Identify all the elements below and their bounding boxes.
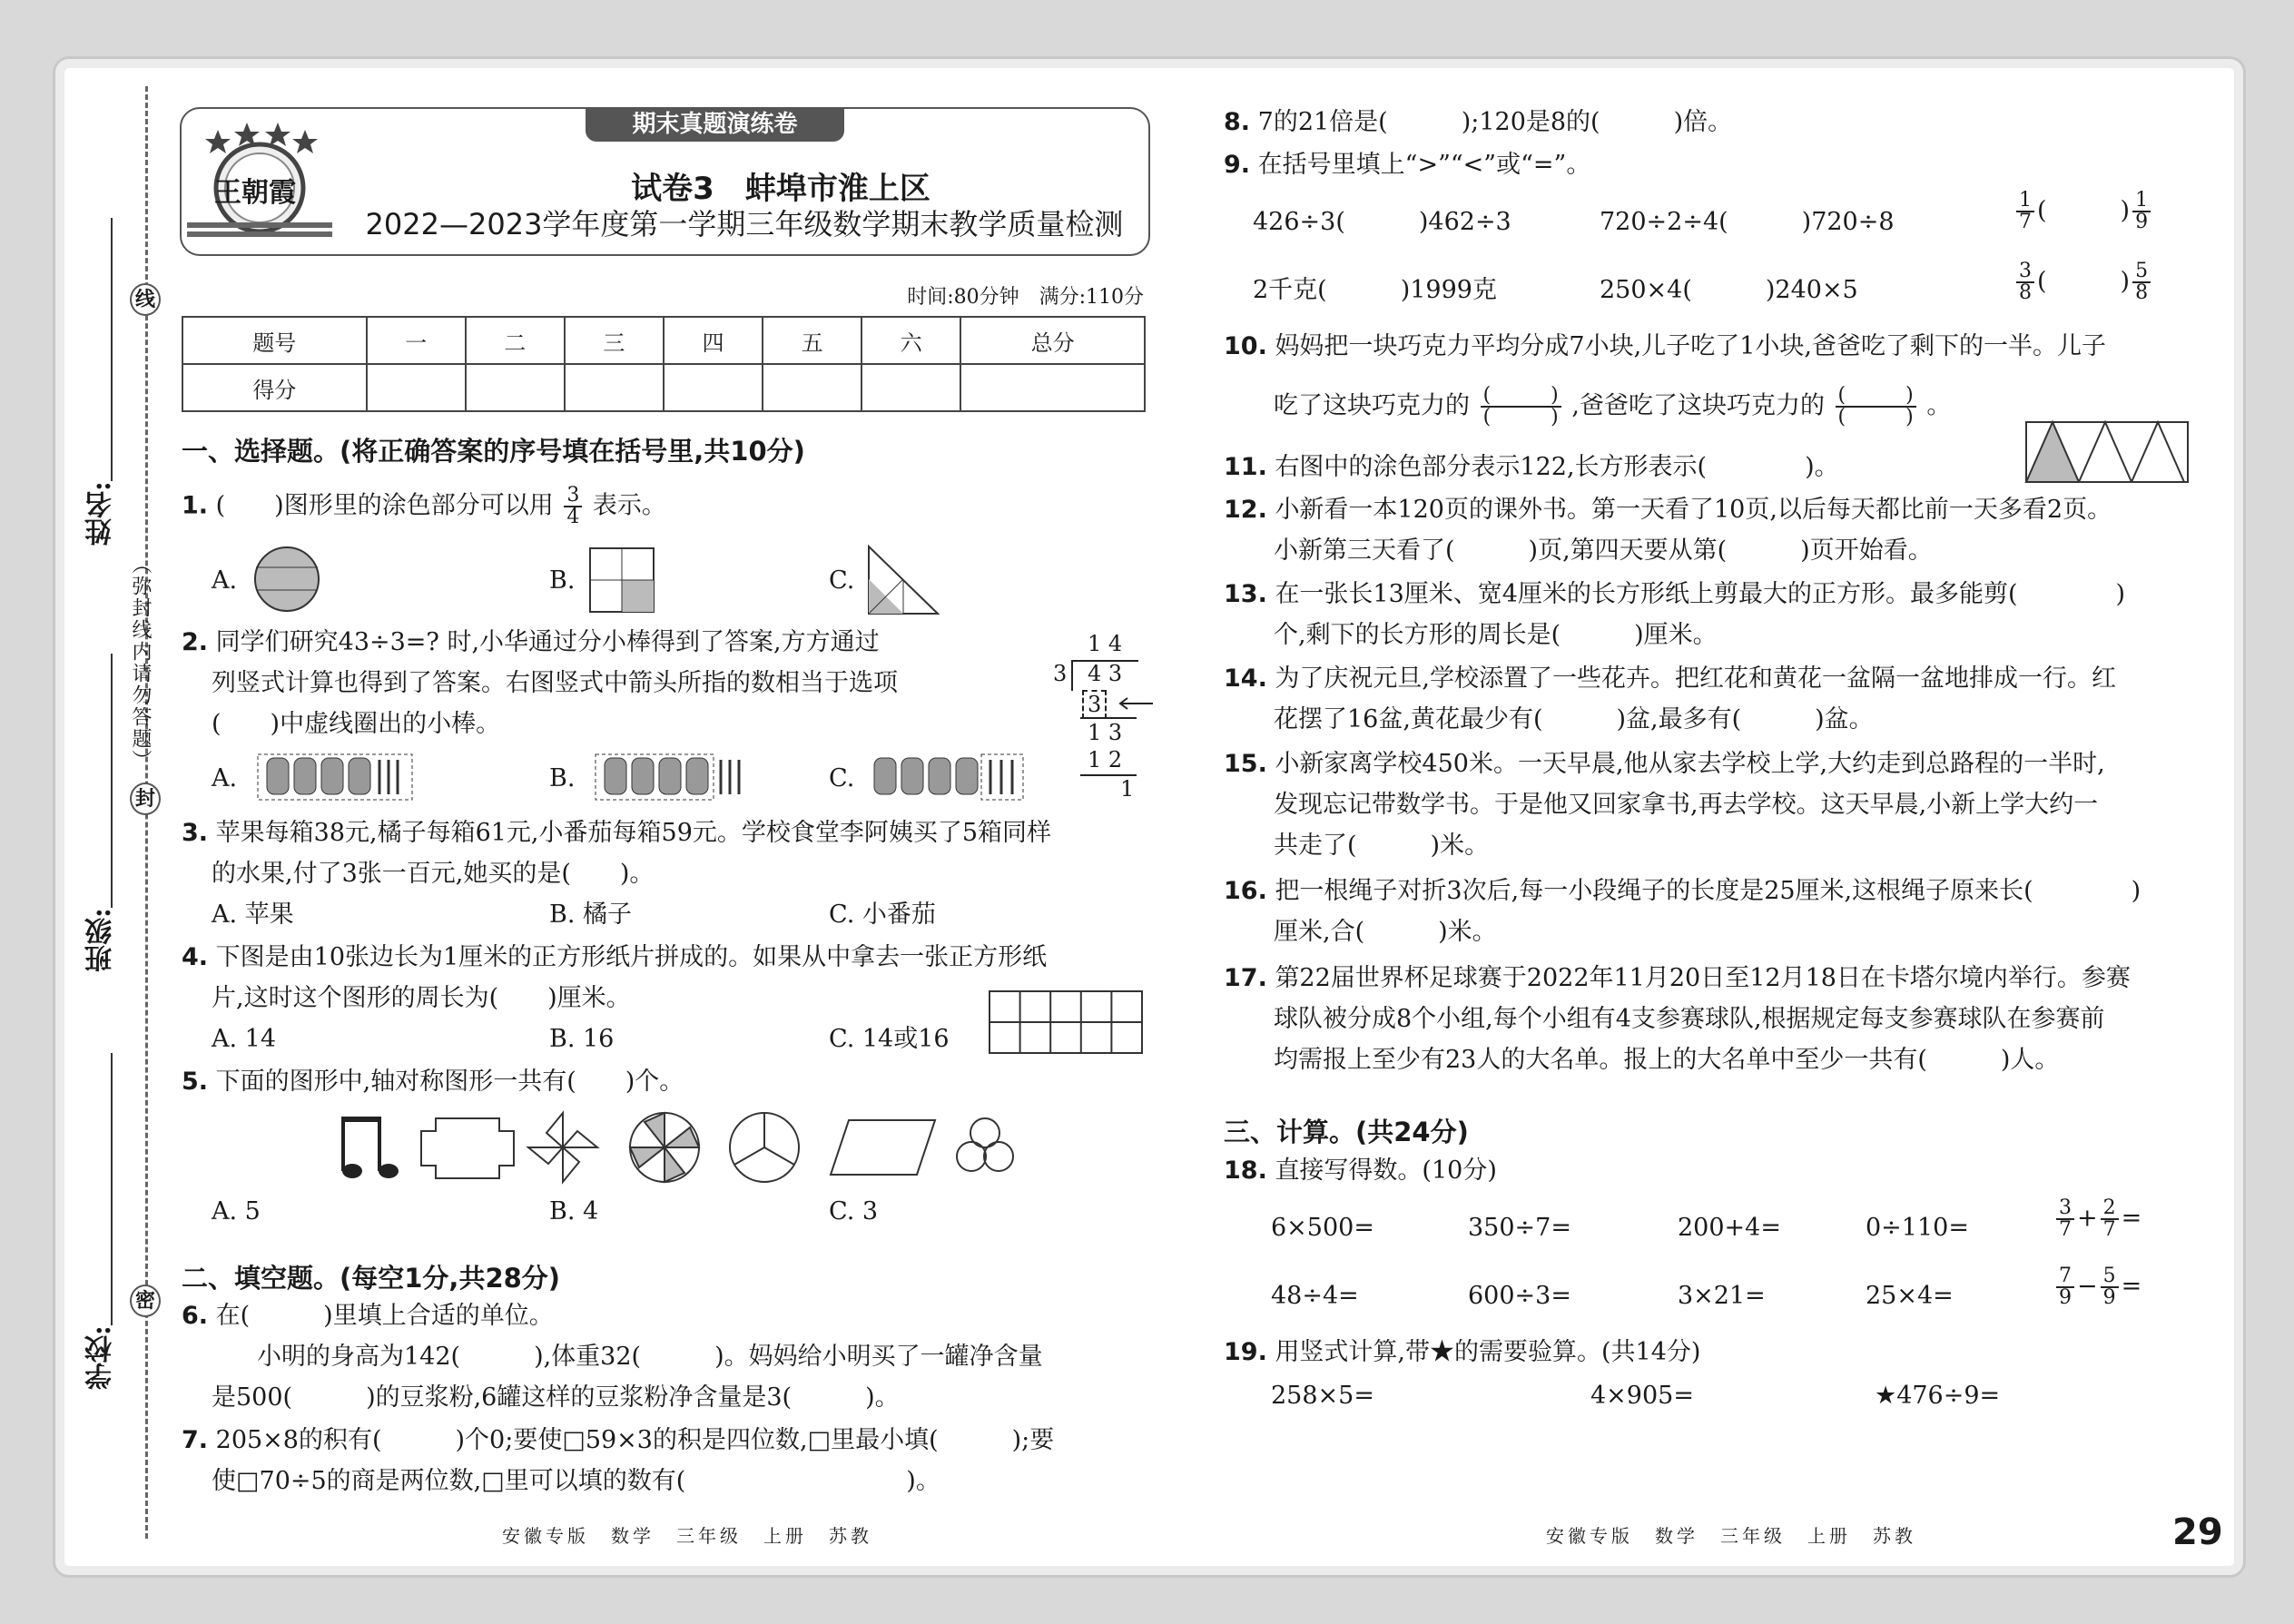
section-2-heading: 二、填空题。(每空1分,共28分) [182,1263,561,1294]
denominator: 4 [566,506,580,528]
question-number: 14. [1224,664,1267,693]
question-number: 1. [182,491,209,520]
calc-item: 0÷110= [1866,1214,1969,1242]
logo-text: 王朝霞 [214,177,296,209]
question-number: 11. [1224,453,1267,481]
question-10-line-2 [1274,386,1951,428]
option-b: B. 4 [549,1197,599,1225]
remainder-1: 1 3 [1088,720,1123,745]
three-circles-figure [957,1118,1013,1171]
calc-item: ★476÷9= [1875,1382,2001,1410]
question-number: 15. [1224,750,1267,778]
option-b: B. 橘子 [549,901,633,929]
division-line [1080,717,1137,719]
fraction [2016,261,2034,303]
comparison-item: 250×4( )240×5 [1600,276,1858,304]
question-text: 下图是由10张边长为1厘米的正方形纸片拼成的。如果从中拿去一张正方形纸 [215,943,1048,971]
score-table [182,316,1146,412]
question-text: 使□70÷5的商是两位数,□里可以填的数有( )。 [212,1467,940,1495]
name-field[interactable] [111,218,113,481]
fraction [2016,191,2034,232]
score-table-score-row [182,364,1145,411]
class-field[interactable] [111,654,113,908]
score-input-cell[interactable] [565,364,664,411]
shaded-circle-figure [252,545,321,614]
fraction [2132,261,2151,303]
question-text: 厘米,合( )米。 [1274,918,1497,946]
shaded-square-figure [588,546,655,614]
question-10 [1224,329,2106,365]
footer-right: 安徽专版 数学 三年级 上册 苏教 [1546,1525,1916,1547]
question-text: 吃了这块巧克力的 [1274,391,1470,420]
question-15 [1224,746,2105,782]
remainder-2: 1 [1120,776,1135,802]
subtract-1: 3 [1082,690,1107,719]
table-cell: 得分 [182,364,367,411]
parallelogram-figure [831,1120,935,1175]
fraction-blank [1836,386,1916,428]
question-text: 小新看一本120页的课外书。第一天看了10页,以后每天都比前一天多看2页。 [1275,496,2112,524]
numerator: ( ) [1481,386,1561,408]
calc-item: 600÷3= [1468,1282,1571,1310]
three-sector-circle-figure [730,1113,799,1182]
equals: = [2121,1204,2142,1233]
question-number: 4. [182,943,209,971]
question-text: 花摆了16盆,黄花最少有( )盆,最多有( )盆。 [1274,705,1874,733]
numerator: 5 [2101,1266,2119,1288]
question-text: 。 [1926,391,1952,420]
question-text: 右图中的涂色部分表示122,长方形表示( )。 [1275,453,1839,481]
table-cell: 题号 [182,317,367,364]
question-13 [1224,576,2125,613]
question-number: 13. [1224,580,1267,608]
table-cell: 一 [367,317,466,364]
numerator: 2 [2101,1198,2119,1220]
page-number: 29 [2172,1511,2223,1553]
question-number: 16. [1224,877,1267,905]
school-label: 学校: [85,1325,117,1391]
question-16 [1224,873,2141,910]
square-grid-figure [988,989,1144,1055]
name-label: 姓名: [85,481,117,546]
question-19 [1224,1334,1700,1371]
shaded-triangle-figure [867,545,940,615]
long-division [1053,631,1153,803]
option-b-label: B. [549,764,576,792]
table-cell: 总分 [960,317,1145,364]
question-5 [182,1064,684,1100]
arrow-icon [1118,694,1155,713]
numerator: ( ) [1836,386,1916,408]
fraction-calc-item [2053,1198,2141,1240]
question-text: 妈妈把一块巧克力平均分成7小块,儿子吃了1小块,爸爸吃了剩下的一半。儿子 [1275,332,2106,360]
publisher-logo [187,123,332,241]
option-c-label: C. [829,566,855,595]
question-text: 205×8的积有( )个0;要使□59×3的积是四位数,□里最小填( );要 [215,1426,1055,1454]
option-b-label: B. [549,566,576,595]
calc-item: 4×905= [1590,1382,1694,1410]
option-c-label: C. [829,764,855,792]
question-text: 是500( )的豆浆粉,6罐这样的豆浆粉净含量是3( )。 [212,1383,900,1412]
question-number: 12. [1224,496,1267,524]
score-input-cell[interactable] [861,364,960,411]
no-answer-notice: （弥封线内请勿答题） [129,554,152,772]
question-11 [1224,449,1839,486]
question-text: 的水果,付了3张一百元,她买的是( )。 [212,860,655,888]
option-a: A. 14 [212,1025,277,1053]
windmill-figure [630,1113,699,1182]
question-number: 2. [182,628,209,656]
question-text: 苹果每箱38元,橘子每箱61元,小番茄每箱59元。学校食堂李阿姨买了5箱同样 [215,819,1052,847]
question-text: 小新家离学校450米。一天早晨,他从家去学校上学,大约走到总路程的一半时, [1275,750,2105,778]
school-field[interactable] [111,1053,113,1325]
option-a-label: A. [212,764,238,792]
calc-item: 350÷7= [1468,1214,1571,1242]
question-12 [1224,492,2112,528]
question-4 [182,940,1047,976]
fraction-comparison: $\frac{3}{8}$ ( ) $\frac{5}{8}$ [2013,261,2153,303]
dividend: 4 3 [1088,661,1123,686]
option-a: A. 苹果 [212,901,294,929]
notched-rectangle-figure [421,1118,514,1178]
fraction [2132,191,2151,232]
question-text: 均需报上至少有23人的大名单。报上的大名单中至少一共有( )人。 [1274,1046,2060,1074]
operator: + [2077,1204,2098,1233]
footer-left: 安徽专版 数学 三年级 上册 苏教 [502,1525,872,1547]
numerator: 7 [2056,1266,2074,1288]
fraction-calc-item [2053,1266,2141,1308]
score-input-cell[interactable] [763,364,861,411]
question-text: 在一张长13厘米、宽4厘米的长方形纸上剪最大的正方形。最多能剪( ) [1275,580,2126,608]
quotient: 1 4 [1088,631,1123,656]
table-cell: 三 [565,317,664,364]
question-number: 6. [182,1302,209,1330]
table-cell: 六 [861,317,960,364]
denominator: 9 [2102,1286,2116,1309]
question-text: 发现忘记带数学书。于是他又回家拿书,再去学校。这天早晨,小新上学大约一 [1274,791,2099,819]
sticks-bundle-figure-a [254,749,416,805]
symmetry-figures [336,1106,1026,1186]
question-number: 5. [182,1068,209,1096]
table-cell: 五 [763,317,861,364]
question-text: 为了庆祝元旦,学校添置了一些花卉。把红花和黄花一盆隔一盆地排成一行。红 [1275,664,2117,693]
fraction [2056,1198,2074,1240]
calc-item: 258×5= [1271,1382,1374,1410]
question-number: 8. [1224,108,1251,136]
calc-item: 3×21= [1678,1282,1766,1310]
comparison-item: 426÷3( )462÷3 [1253,208,1511,236]
denominator: 9 [2135,211,2149,233]
table-cell: 二 [466,317,565,364]
question-number: 3. [182,819,209,847]
triangles-rectangle-figure [2024,420,2190,484]
question-7 [182,1422,1054,1459]
fraction [2101,1198,2119,1240]
question-text: 同学们研究43÷3=? 时,小华通过分小棒得到了答案,方方通过 [215,628,880,656]
calc-item: 48÷4= [1271,1282,1359,1310]
section-3-heading: 三、计算。(共24分) [1224,1117,1469,1147]
option-c: C. 3 [829,1197,879,1225]
operator: − [2077,1272,2098,1301]
question-text: 下面的图形中,轴对称图形一共有( )个。 [215,1068,684,1096]
option-c: C. 14或16 [829,1025,950,1053]
score-input-cell[interactable] [367,364,466,411]
option-b: B. 16 [549,1025,615,1053]
question-6 [182,1298,554,1334]
question-number: 10. [1224,332,1267,360]
question-text: 球队被分成8个小组,每个小组有4支参赛球队,根据规定每支参赛球队在参赛前 [1274,1005,2105,1033]
question-1 [182,486,666,527]
section-1-heading: 一、选择题。(将正确答案的序号填在括号里,共10分) [182,436,805,467]
numerator: 3 [2056,1198,2074,1220]
question-2 [182,625,880,661]
fraction-comparison: $\frac{1}{7}$ ( ) $\frac{1}{9}$ [2013,191,2153,232]
question-text: ,爸爸吃了这块巧克力的 [1571,391,1825,420]
binding-mark-feng: 封 [130,782,161,815]
question-8 [1224,104,1732,141]
question-text: 在括号里填上“>”“<”或“=”。 [1257,151,1591,179]
question-text: 个,剩下的长方形的周长是( )厘米。 [1274,621,1718,649]
denominator: 9 [2059,1286,2072,1309]
comparison-item: 720÷2÷4( )720÷8 [1600,208,1895,236]
subtract-2: 1 2 [1088,747,1123,773]
comparison-item: 2千克( )1999克 [1253,276,1497,304]
option-c: C. 小番茄 [829,901,936,929]
question-number: 9. [1224,151,1251,179]
denominator: 7 [2059,1218,2072,1241]
calc-item: 25×4= [1866,1282,1954,1310]
question-number: 7. [182,1426,209,1454]
question-text: 片,这时这个图形的周长为( )厘米。 [212,984,631,1012]
numerator: 5 [2132,261,2151,283]
numerator: 1 [2016,191,2034,212]
sticks-bundle-figure-c [867,749,1029,805]
denominator: 7 [2019,211,2032,233]
fraction [2056,1266,2074,1308]
class-label: 班级: [85,908,117,973]
fraction [2101,1266,2119,1308]
exam-tag: 期末真题演练卷 [586,107,844,142]
numerator: 1 [2132,191,2151,212]
question-text: 列竖式计算也得到了答案。右图竖式中箭头所指的数相当于选项 [212,669,898,697]
divisor: 3 [1053,661,1068,686]
question-text: ( )图形里的涂色部分可以用 [215,491,554,520]
binding-mark-xian: 线 [130,283,161,316]
question-18 [1224,1153,1497,1189]
table-cell: 四 [664,317,763,364]
score-input-cell[interactable] [466,364,565,411]
question-number: 17. [1224,964,1267,992]
time-score-meta: 时间:80分钟 满分:110分 [907,286,1144,309]
denominator: 8 [2135,281,2149,304]
question-text: 小新第三天看了( )页,第四天要从第( )页开始看。 [1274,536,1933,565]
question-text: 直接写得数。(10分) [1275,1156,1497,1185]
numerator: 3 [564,486,582,507]
numerator: 3 [2016,261,2034,283]
question-14 [1224,661,2116,697]
score-input-cell[interactable] [960,364,1145,411]
calc-item: 200+4= [1678,1214,1781,1242]
calc-item: 6×500= [1271,1214,1374,1242]
question-text: 小明的身高为142( ),体重32( )。妈妈给小明买了一罐净含量 [257,1343,1043,1371]
question-number: 19. [1224,1338,1267,1366]
fraction [564,486,582,527]
binding-mark-mi: 密 [130,1284,161,1317]
question-number: 18. [1224,1156,1267,1185]
question-9 [1224,147,1590,183]
question-3 [182,815,1051,851]
music-note-figure [341,1117,399,1178]
question-text: 在( )里填上合适的单位。 [215,1302,554,1330]
score-input-cell[interactable] [664,364,763,411]
option-a: A. 5 [212,1197,261,1225]
equals: = [2121,1272,2142,1301]
option-a-label: A. [212,566,238,595]
question-text: 用竖式计算,带★的需要验算。(共14分) [1275,1338,1701,1366]
denominator: 8 [2019,281,2032,304]
exam-subtitle: 2022—2023学年度第一学期三年级数学期末教学质量检测 [365,207,1124,241]
score-table-header-row [182,317,1145,364]
fraction-blank [1481,386,1561,428]
question-text: 把一根绳子对折3次后,每一小段绳子的长度是25厘米,这根绳子原来长( ) [1275,877,2141,905]
denominator: ( ) [1482,406,1559,428]
question-17 [1224,960,2131,997]
pinwheel-figure [528,1113,597,1182]
question-text: 第22届世界杯足球赛于2022年11月20日至12月18日在卡塔尔境内举行。参赛 [1275,964,2131,992]
exam-title: 试卷3 蚌埠市淮上区 [631,171,930,207]
question-text: 7的21倍是( );120是8的( )倍。 [1257,108,1733,136]
denominator: ( ) [1837,406,1914,428]
question-text: 表示。 [592,491,666,520]
denominator: 7 [2102,1218,2116,1241]
question-text: 共走了( )米。 [1274,832,1490,860]
sticks-bundle-figure-b [592,749,753,805]
question-text: ( )中虚线圈出的小棒。 [212,710,501,738]
